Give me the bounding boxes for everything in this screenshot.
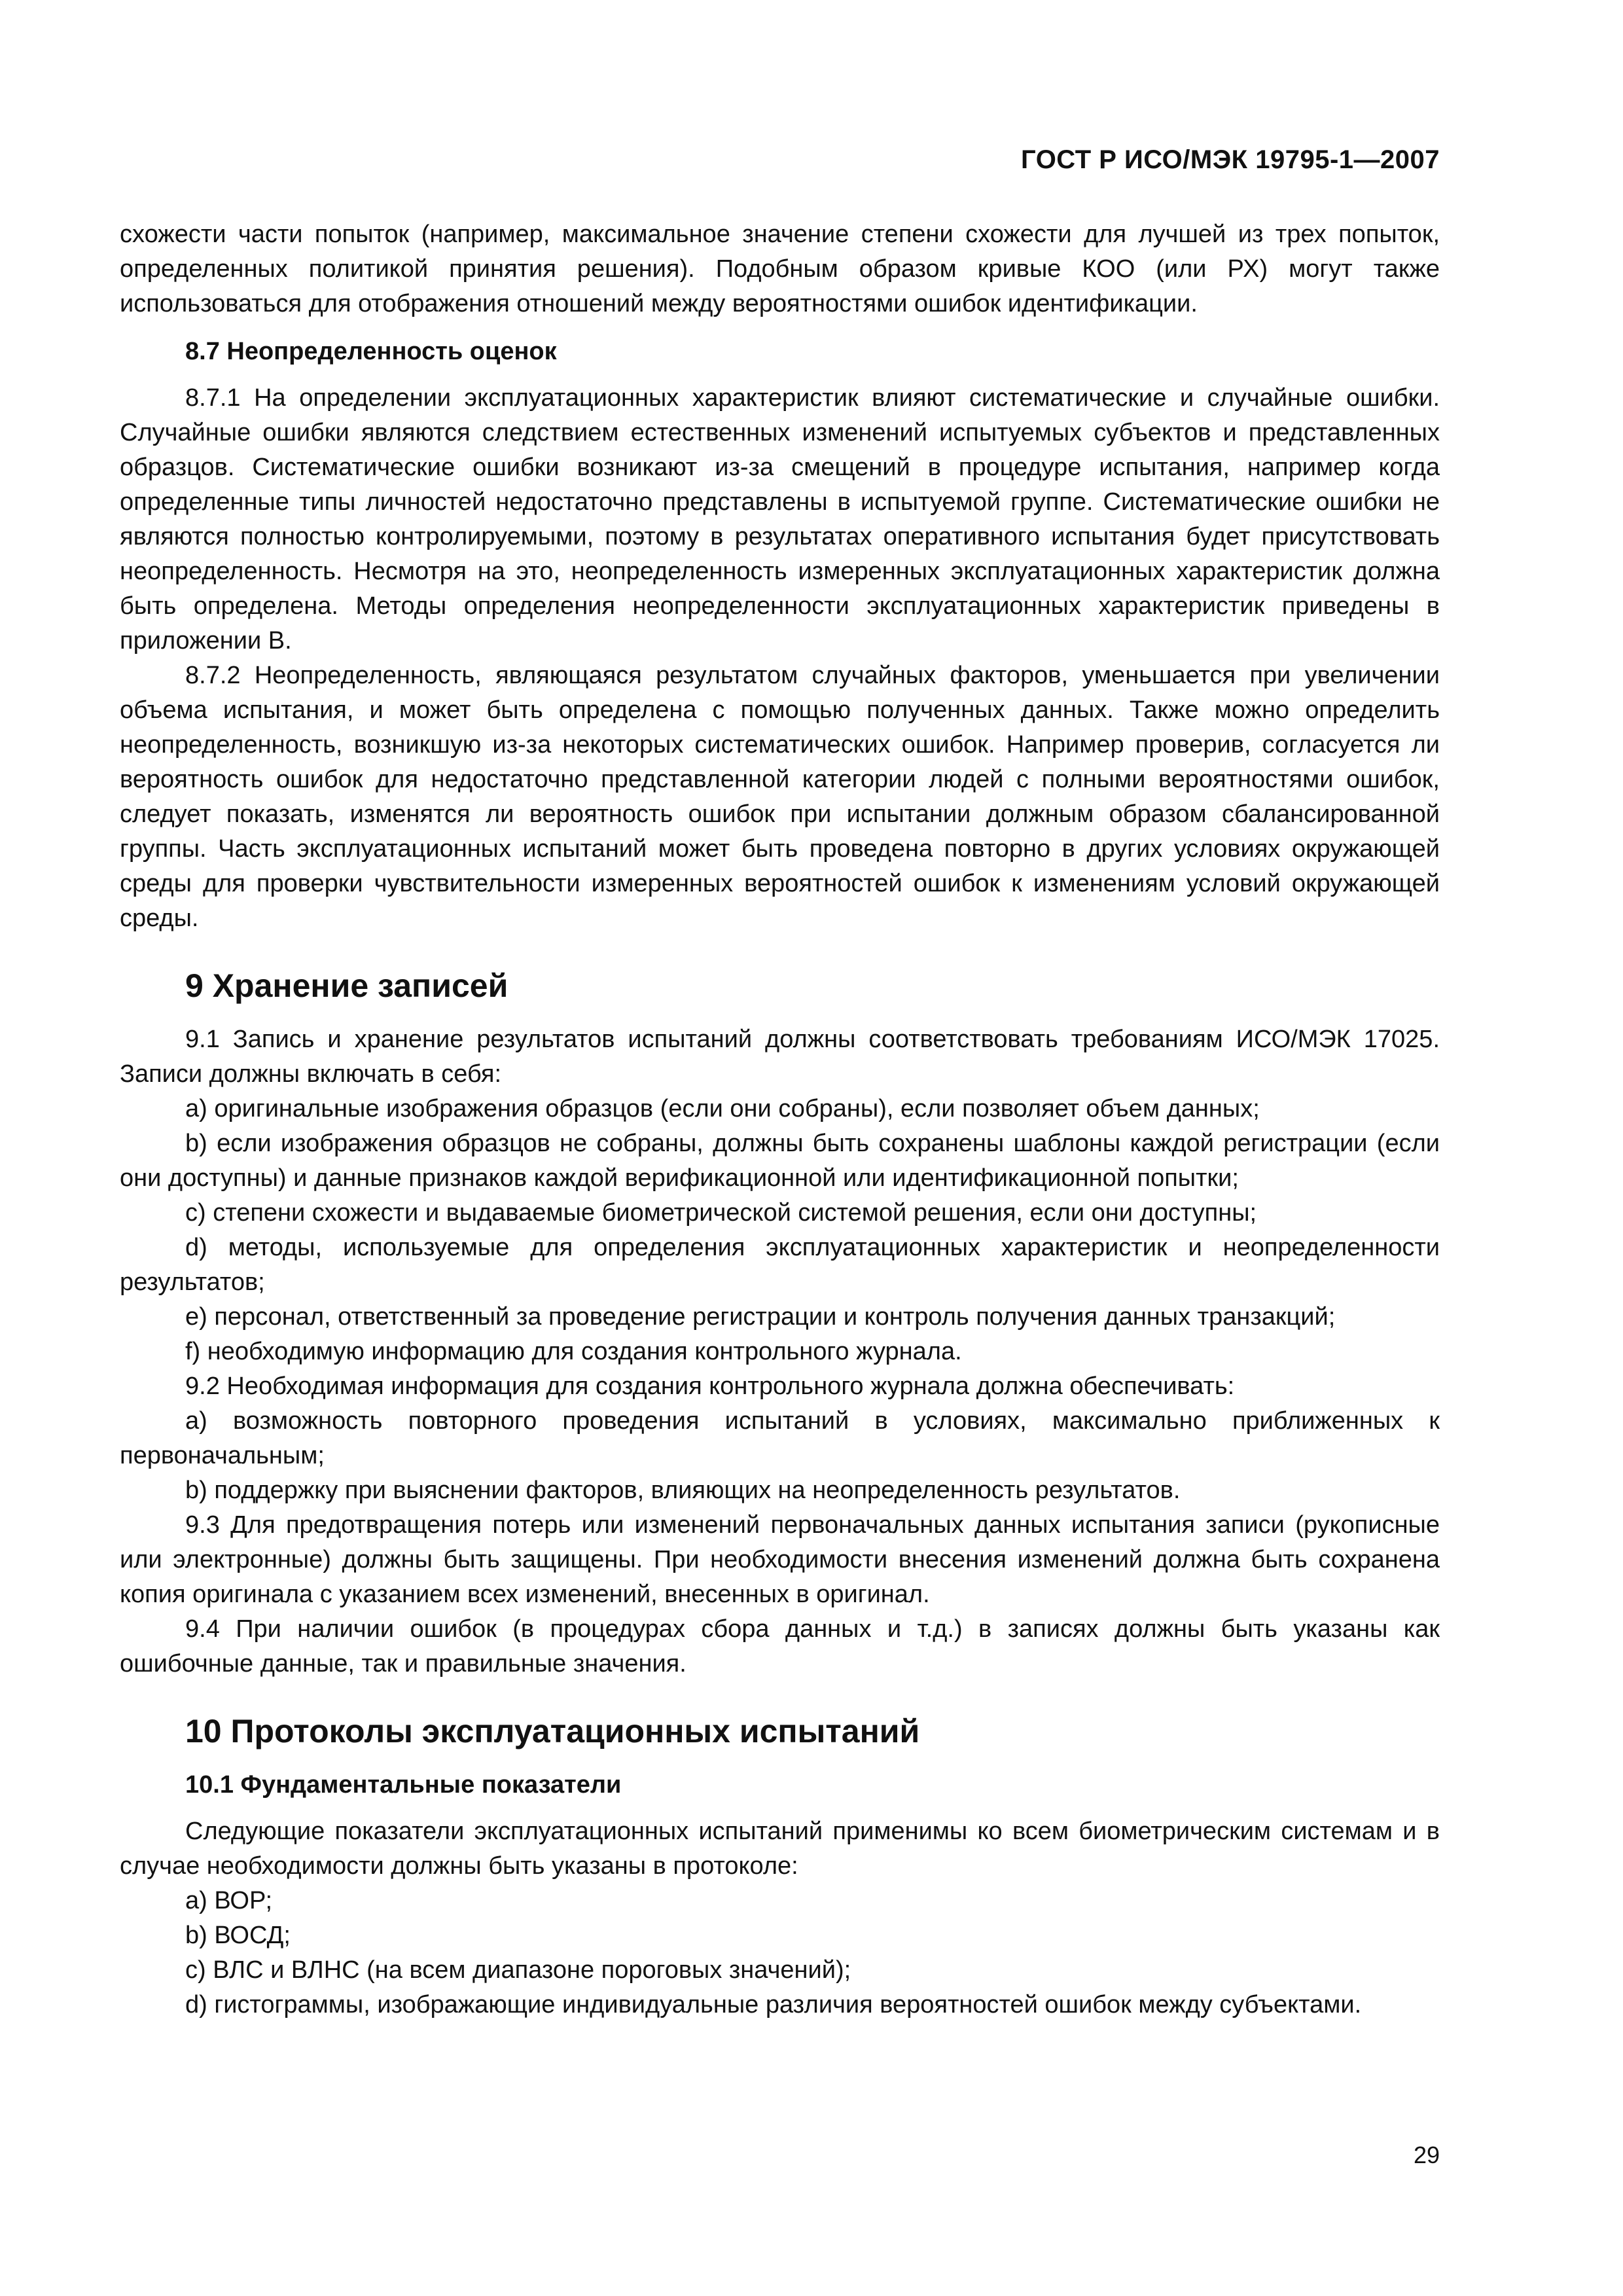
heading-10-1: 10.1 Фундаментальные показатели <box>185 1771 622 1799</box>
heading-10: 10 Протоколы эксплуатационных испытаний <box>185 1713 920 1749</box>
list-item-9-2-a: а) возможность повторного проведения испытаний в условиях, максимально приближенных к первоначальным; <box>120 1407 1440 1469</box>
paragraph-10-1: Следующие показатели эксплуатационных испытаний применимы ко всем биометрическим системам и в случае необходимости должны быть указаны в протоколе: <box>120 1818 1440 1880</box>
paragraph-intro: схожести части попыток (например, максимальное значение степени схожести для лучшей из трех попыток, определенных политикой принятия решения). Подобным образом кривые КОО (или РХ) могут также использоваться для отображения отношений между вероятностями ошибок идентификации. <box>120 221 1440 317</box>
paragraph-9-1: 9.1 Запись и хранение результатов испытаний должны соответствовать требованиям ИСО/МЭК 17025. Записи должны включать в себя: <box>120 1026 1440 1088</box>
list-item-9-1-f: f) необходимую информацию для создания контрольного журнала. <box>185 1338 962 1365</box>
list-item-9-1-c: с) степени схожести и выдаваемые биометрической системой решения, если они доступны; <box>185 1199 1257 1227</box>
page-number: 29 <box>1413 2142 1440 2168</box>
list-item-10-1-b: b) ВОСД; <box>185 1922 291 1949</box>
list-item-9-1-d: d) методы, используемые для определения эксплуатационных характеристик и неопределенности результатов; <box>120 1234 1440 1296</box>
document-body <box>120 217 1440 2022</box>
heading-9: 9 Хранение записей <box>185 967 508 1004</box>
list-item-10-1-a: а) ВОР; <box>185 1887 273 1914</box>
paragraph-9-4: 9.4 При наличии ошибок (в процедурах сбора данных и т.д.) в записях должны быть указаны как ошибочные данные, так и правильные значения. <box>120 1615 1440 1677</box>
paragraph-9-2: 9.2 Необходимая информация для создания контрольного журнала должна обеспечивать: <box>185 1372 1235 1400</box>
list-item-9-2-b: b) поддержку при выяснении факторов, влияющих на неопределенность результатов. <box>185 1477 1181 1504</box>
list-item-9-1-b: b) если изображения образцов не собраны, должны быть сохранены шаблоны каждой регистрации (если они доступны) и данные признаков каждой верификационной или идентификационной попытки; <box>120 1130 1440 1192</box>
heading-8-7: 8.7 Неопределенность оценок <box>185 338 557 365</box>
list-item-10-1-c: с) ВЛС и ВЛНС (на всем диапазоне пороговых значений); <box>185 1956 851 1984</box>
document-header: ГОСТ Р ИСО/МЭК 19795-1—2007 <box>1021 145 1440 174</box>
paragraph-9-3: 9.3 Для предотвращения потерь или изменений первоначальных данных испытания записи (рукописные или электронные) должны быть защищены. При необходимости внесения изменений должна быть сохранена копия оригинала с указанием всех изменений, внесенных в оригинал. <box>120 1511 1440 1608</box>
list-item-9-1-a: а) оригинальные изображения образцов (если они собраны), если позволяет объем данных; <box>185 1095 1260 1122</box>
list-item-10-1-d: d) гистограммы, изображающие индивидуальные различия вероятностей ошибок между субъектами. <box>185 1991 1362 2018</box>
paragraph-8-7-1: 8.7.1 На определении эксплуатационных характеристик влияют систематические и случайные ошибки. Случайные ошибки являются следствием естественных изменений испытуемых субъектов и представленных образцов. Систематические ошибки возникают из-за смещений в процедуре испытания, например когда определенные типы личностей недостаточно представлены в испытуемой группе. Систематические ошибки не являются полностью контролируемыми, поэтому в результатах оперативного испытания будет присутствовать неопределенность. Несмотря на это, неопределенность измеренных эксплуатационных характеристик должна быть определена. Методы определения неопределенности эксплуатационных характеристик приведены в приложении В. <box>120 384 1440 655</box>
paragraph-8-7-2: 8.7.2 Неопределенность, являющаяся результатом случайных факторов, уменьшается при увеличении объема испытания, и может быть определена с помощью полученных данных. Также можно определить неопределенность, возникшую из-за некоторых систематических ошибок. Например проверив, согласуется ли вероятность ошибок для недостаточно представленной категории людей с полными вероятностями ошибок, следует показать, изменятся ли вероятность ошибок при испытании должным образом сбалансированной группы. Часть эксплуатационных испытаний может быть проведена повторно в других условиях окружающей среды для проверки чувствительности измеренных вероятностей ошибок к изменениям условий окружающей среды. <box>120 662 1440 932</box>
list-item-9-1-e: е) персонал, ответственный за проведение регистрации и контроль получения данных транзакций; <box>185 1303 1336 1331</box>
